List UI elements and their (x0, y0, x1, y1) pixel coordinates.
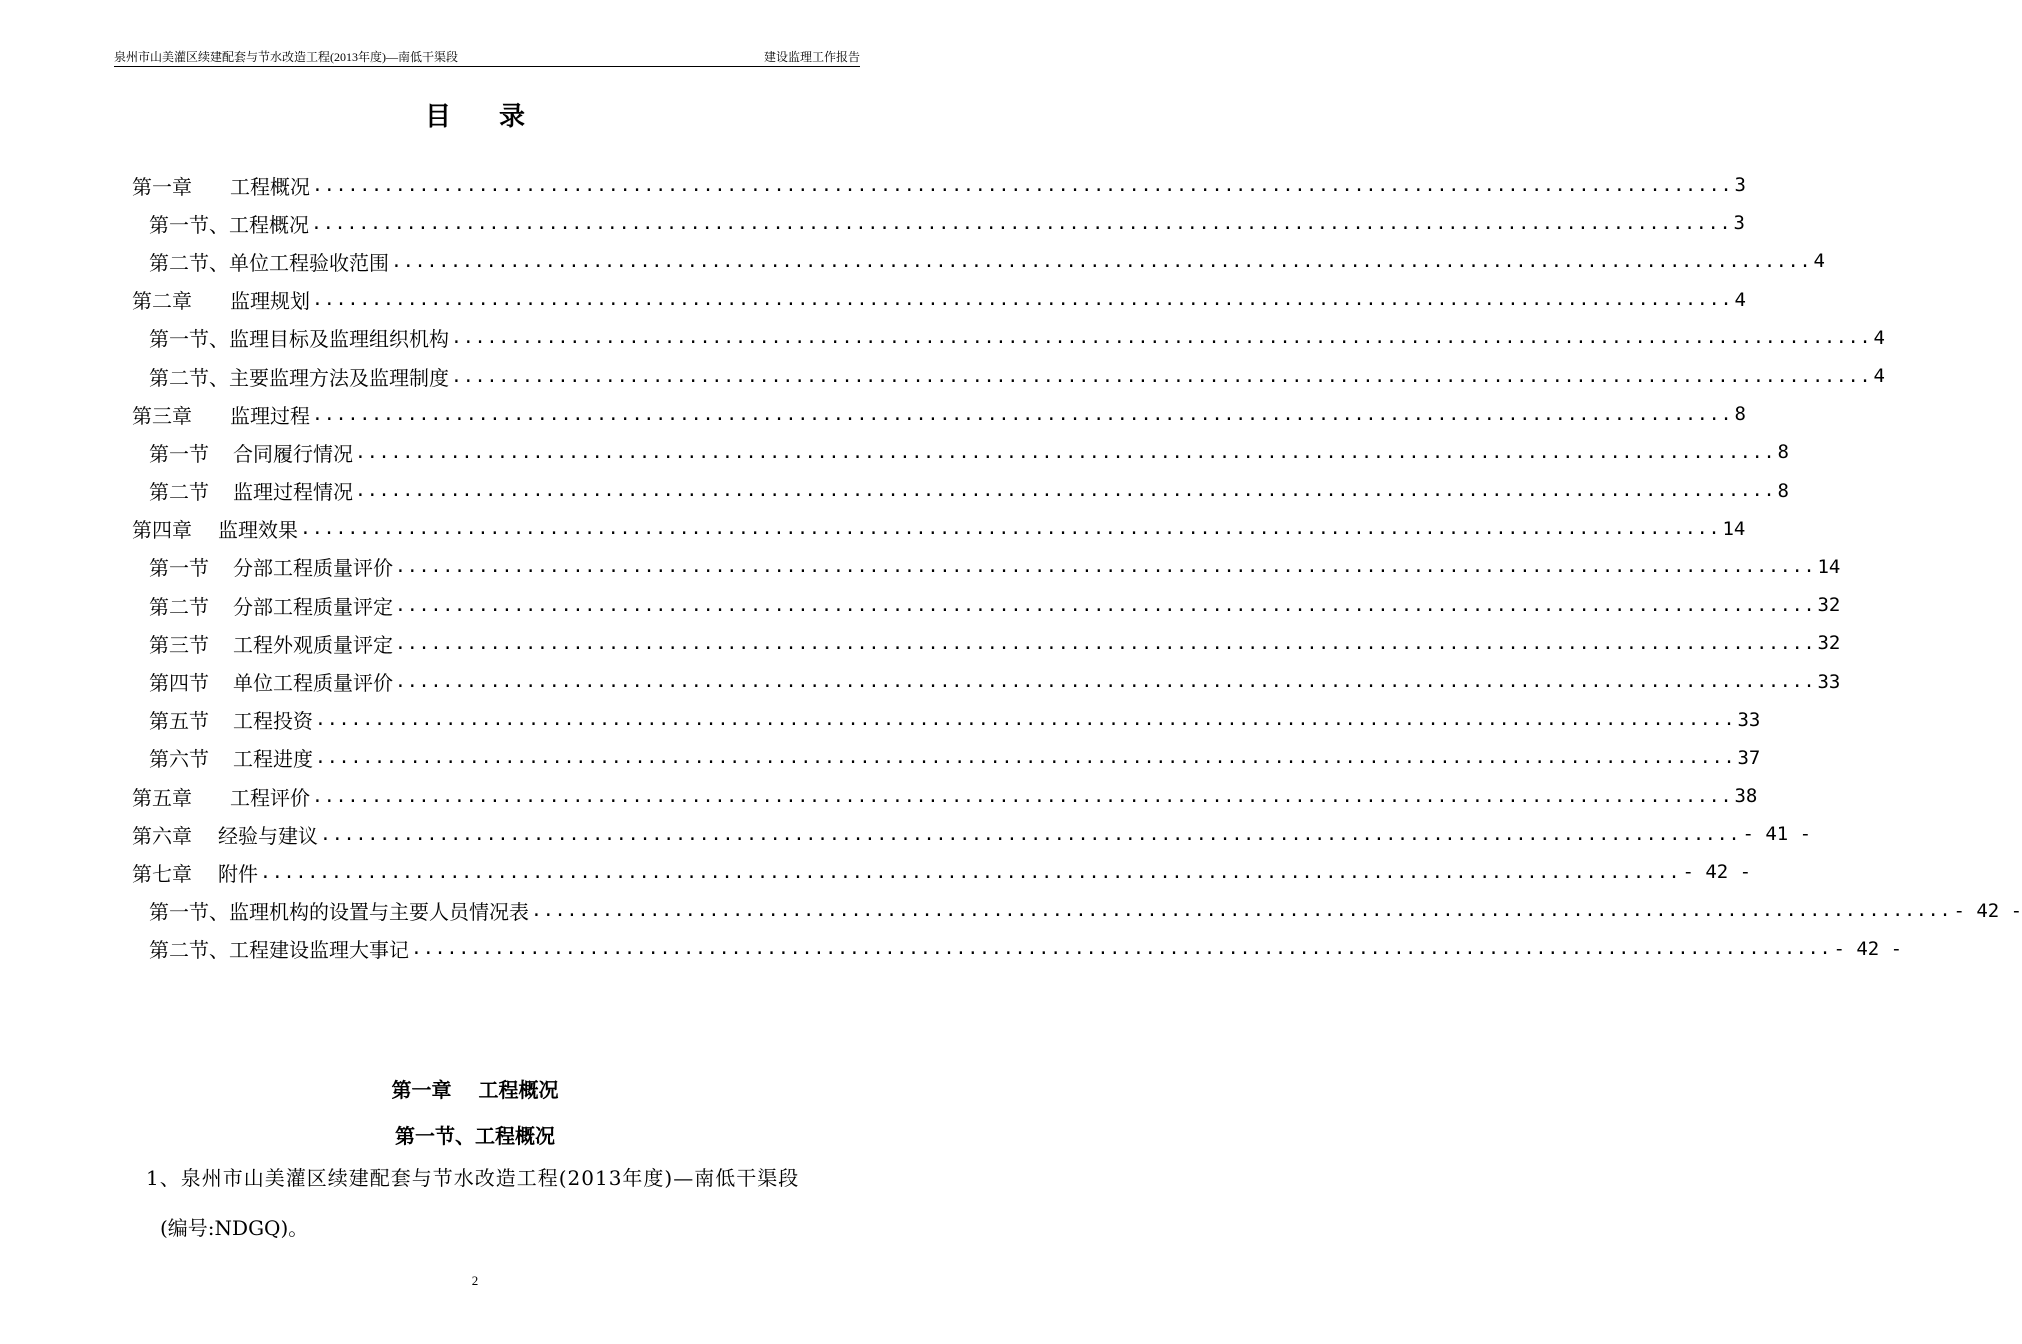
toc-entry[interactable] (132, 472, 1789, 510)
toc-leader-dots: ........................................................................................................................ (391, 250, 1812, 272)
toc-entry-number: 第七章 (132, 861, 192, 886)
toc-entry[interactable] (132, 853, 1752, 891)
toc-entry[interactable] (132, 701, 1761, 739)
toc-entry-number: 第四节 (149, 671, 209, 696)
toc-leader-dots: ........................................................................................................................ (312, 174, 1733, 196)
header-report-title: 建设监理工作报告 (763, 50, 860, 64)
toc-entry-page: 8 (1734, 403, 1746, 426)
toc-entry-number: 第二节、 (149, 365, 229, 390)
toc-entry-page: 4 (1813, 250, 1825, 273)
toc-entry-number: 第二章 (132, 289, 192, 314)
toc-entry-title: 监理目标及监理组织机构 (229, 327, 449, 352)
toc-leader-dots: ........................................................................................................................ (300, 518, 1721, 540)
toc-entry-title: 工程评价 (230, 785, 310, 810)
toc-leader-dots: ........................................................................................................................ (395, 632, 1816, 654)
toc-entry-page: 3 (1734, 174, 1746, 197)
toc-entry-number: 第四章 (132, 518, 192, 543)
toc-entry-number: 第五章 (132, 785, 192, 810)
toc-entry-number: 第五节 (149, 709, 209, 734)
toc-entry-number: 第一节 (149, 556, 209, 581)
toc-entry-title: 工程外观质量评定 (233, 632, 393, 657)
page-header (114, 44, 860, 67)
toc-entry[interactable] (132, 204, 1745, 242)
toc-entry-title: 附件 (218, 861, 258, 886)
toc-entry[interactable] (132, 586, 1841, 624)
toc-leader-dots: ........................................................................................................................ (395, 594, 1816, 616)
toc-entry[interactable] (132, 662, 1841, 700)
toc-entry-title: 合同履行情况 (233, 441, 353, 466)
table-of-contents (132, 166, 2022, 968)
toc-entry[interactable] (132, 739, 1761, 777)
toc-entry-page: - 42 - (1833, 937, 1903, 960)
toc-entry-page: 3 (1733, 212, 1745, 235)
toc-entry[interactable] (132, 548, 1841, 586)
toc-entry-title: 监理规划 (230, 289, 310, 314)
toc-entry-page: - 42 - (1682, 861, 1752, 884)
toc-entry[interactable] (132, 357, 1885, 395)
toc-entry-number: 第一节 (149, 441, 209, 466)
toc-entry-number: 第一节、 (149, 900, 229, 925)
toc-entry-page: - 42 - (1953, 899, 2022, 922)
toc-entry-number: 第一节、 (149, 327, 229, 352)
toc-entry-title: 单位工程验收范围 (229, 250, 389, 275)
toc-leader-dots: ........................................................................................................................ (311, 212, 1732, 234)
toc-entry-page: 4 (1873, 326, 1885, 349)
toc-entry-title: 单位工程质量评价 (233, 671, 393, 696)
toc-entry-title: 监理机构的设置与主要人员情况表 (229, 900, 529, 925)
toc-entry-title: 工程投资 (233, 709, 313, 734)
toc-entry-page: 4 (1873, 365, 1885, 388)
toc-entry[interactable] (132, 930, 1903, 968)
toc-entry-page: 32 (1817, 632, 1841, 655)
toc-entry-title: 主要监理方法及监理制度 (229, 365, 449, 390)
toc-entry-page: 8 (1777, 479, 1789, 502)
toc-entry[interactable] (132, 319, 1885, 357)
toc-entry-page: - 41 - (1742, 823, 1812, 846)
toc-entry-title: 分部工程质量评价 (233, 556, 393, 581)
toc-entry-number: 第六章 (132, 823, 192, 848)
toc-entry[interactable] (132, 510, 1746, 548)
toc-leader-dots: ........................................................................................................................ (355, 441, 1776, 463)
toc-leader-dots: ........................................................................................................................ (312, 785, 1733, 807)
toc-leader-dots: ........................................................................................................................ (315, 747, 1736, 769)
body-paragraph-line-1: 1、泉州市山美灌区续建配套与节水改造工程(2013年度)—南低干渠段 (146, 1166, 800, 1190)
toc-leader-dots: ........................................................................................................................ (451, 327, 1872, 349)
toc-entry-page: 32 (1817, 594, 1841, 617)
toc-leader-dots: ........................................................................................................................ (355, 480, 1776, 502)
toc-entry-number: 第一章 (132, 174, 192, 199)
toc-entry[interactable] (132, 892, 2022, 930)
toc-entry-number: 第二节、 (149, 250, 229, 275)
toc-entry-title: 经验与建议 (218, 823, 318, 848)
toc-entry-number: 第二节、 (149, 938, 229, 963)
toc-entry-page: 38 (1734, 785, 1758, 808)
toc-entry-page: 33 (1817, 670, 1841, 693)
header-project-title: 泉州市山美灌区续建配套与节水改造工程(2013年度)—南低干渠段 (114, 50, 458, 64)
toc-entry[interactable] (132, 777, 1758, 815)
toc-entry-page: 14 (1817, 555, 1841, 578)
toc-entry-title: 工程概况 (230, 174, 310, 199)
toc-entry-title: 工程建设监理大事记 (229, 938, 409, 963)
toc-leader-dots: ........................................................................................................................ (411, 938, 1832, 960)
toc-entry-title: 分部工程质量评定 (233, 594, 393, 619)
toc-entry[interactable] (132, 624, 1841, 662)
toc-entry-title: 监理过程情况 (233, 480, 353, 505)
toc-entry-number: 第三节 (149, 632, 209, 657)
toc-leader-dots: ........................................................................................................................ (312, 289, 1733, 311)
toc-leader-dots: ........................................................................................................................ (531, 900, 1952, 922)
toc-entry-page: 37 (1737, 746, 1761, 769)
toc-title: 目录 (424, 102, 573, 132)
page-number: 2 (471, 1273, 479, 1288)
toc-leader-dots: ........................................................................................................................ (315, 709, 1736, 731)
toc-entry-title: 监理效果 (218, 518, 298, 543)
toc-entry-title: 工程进度 (233, 747, 313, 772)
toc-leader-dots: ........................................................................................................................ (395, 556, 1816, 578)
toc-entry-number: 第六节 (149, 747, 209, 772)
toc-leader-dots: ........................................................................................................................ (395, 671, 1816, 693)
toc-leader-dots: ........................................................................................................................ (451, 365, 1872, 387)
toc-entry-page: 14 (1722, 517, 1746, 540)
toc-leader-dots: ........................................................................................................................ (260, 861, 1681, 883)
body-paragraph-line-2: (编号:NDGQ)。 (160, 1216, 309, 1240)
toc-entry-title: 工程概况 (229, 212, 309, 237)
toc-entry[interactable] (132, 433, 1789, 471)
toc-leader-dots: ........................................................................................................................ (312, 403, 1733, 425)
toc-entry-page: 33 (1737, 708, 1761, 731)
toc-entry[interactable] (132, 815, 1812, 853)
toc-entry[interactable] (132, 166, 1746, 204)
chapter-heading: 第一章 工程概况 (391, 1078, 559, 1102)
toc-entry-page: 8 (1777, 441, 1789, 464)
toc-entry-number: 第三章 (132, 403, 192, 428)
toc-entry-number: 第二节 (149, 594, 209, 619)
section-heading: 第一节、工程概况 (395, 1124, 555, 1148)
toc-entry-number: 第二节 (149, 480, 209, 505)
toc-entry[interactable] (132, 242, 1825, 280)
toc-entry[interactable] (132, 395, 1746, 433)
toc-leader-dots: ........................................................................................................................ (320, 823, 1741, 845)
toc-entry[interactable] (132, 281, 1746, 319)
toc-entry-page: 4 (1734, 288, 1746, 311)
toc-entry-number: 第一节、 (149, 212, 229, 237)
toc-entry-title: 监理过程 (230, 403, 310, 428)
